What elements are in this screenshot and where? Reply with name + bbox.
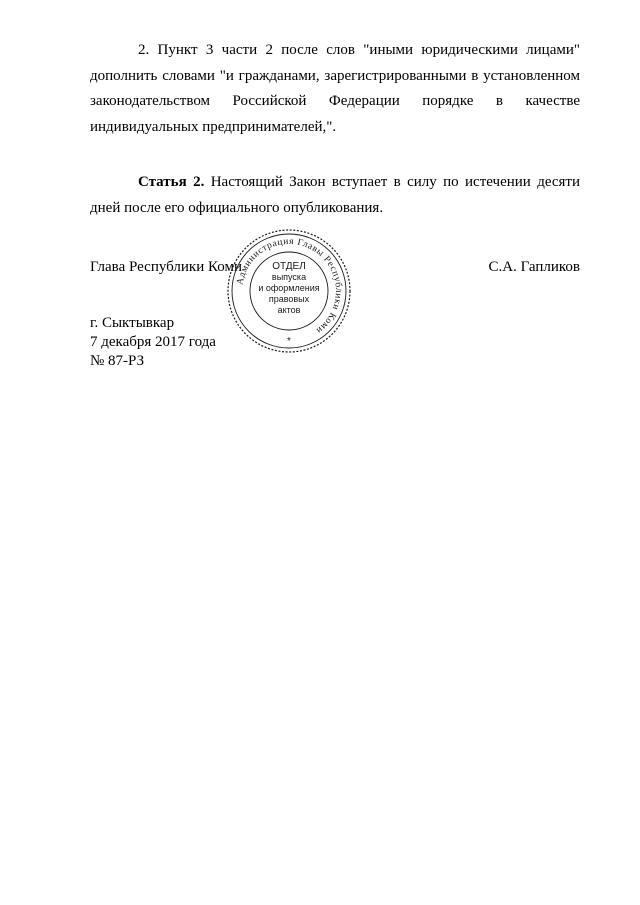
article-2-line-1-text: Настоящий Закон вступает в силу по истечении десяти bbox=[210, 174, 581, 190]
law-date: 7 декабря 2017 года bbox=[90, 334, 216, 350]
stamp-center-line-1: ОТДЕЛ bbox=[272, 261, 306, 272]
law-number: № 87-РЗ bbox=[90, 353, 145, 369]
stamp-star-icon: * bbox=[287, 336, 291, 347]
paragraph-1-line-1: 2. Пункт 3 части 2 после слов "иными юридическими лицами" bbox=[138, 42, 580, 58]
paragraph-1-line-2: дополнить словами "и гражданами, зарегистрированными в установленном bbox=[90, 67, 580, 84]
article-2-line-1 bbox=[90, 170, 580, 196]
paragraph-1 bbox=[90, 38, 580, 140]
city: г. Сыктывкар bbox=[90, 315, 175, 331]
signature-name: С.А. Гапликов bbox=[488, 259, 580, 275]
official-stamp bbox=[226, 228, 352, 354]
stamp-ring-text: Администрация Главы Республики Коми bbox=[235, 236, 344, 336]
paragraph-1-line-4: индивидуальных предпринимателей,". bbox=[90, 118, 337, 135]
article-2 bbox=[90, 170, 580, 221]
signature-position: Глава Республики Коми bbox=[90, 259, 242, 275]
stamp-center-line-2: выпуска bbox=[271, 272, 307, 282]
article-2-line-2: дней после его официального опубликования. bbox=[90, 199, 384, 216]
stamp-center-line-4: правовых bbox=[268, 294, 310, 304]
place-date-block bbox=[90, 314, 216, 371]
stamp-center-line-3: и оформления bbox=[258, 283, 320, 293]
stamp-center-line-5: актов bbox=[277, 305, 301, 315]
article-2-title: Статья 2. bbox=[138, 174, 205, 190]
paragraph-1-line-3: законодательством Российской Федерации порядке в качестве bbox=[90, 93, 580, 109]
